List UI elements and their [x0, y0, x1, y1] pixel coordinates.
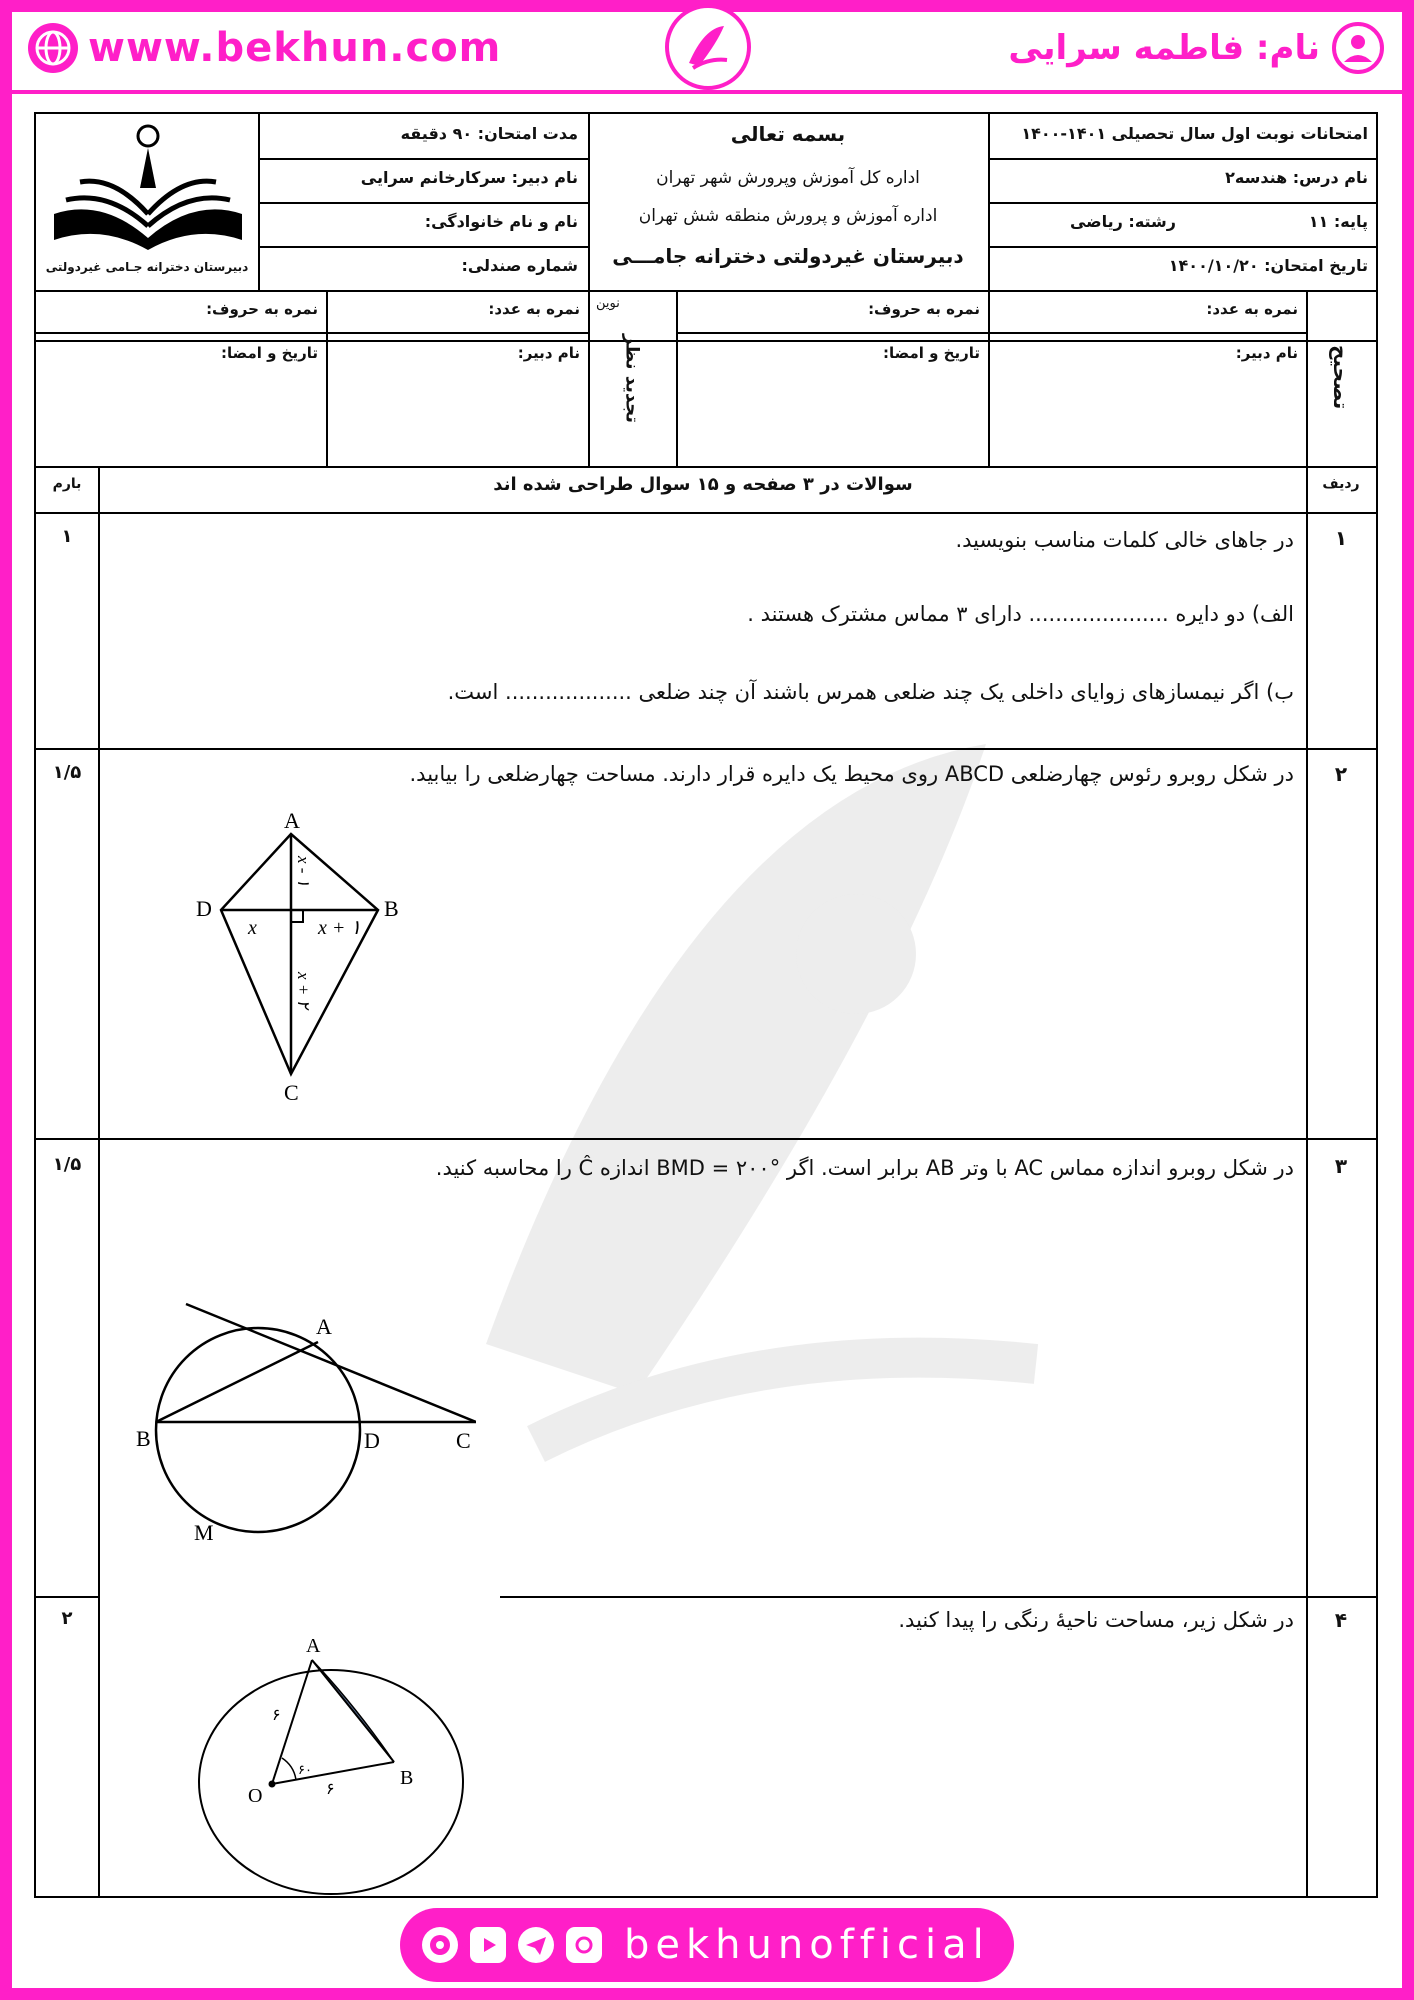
kite-figure [176, 804, 436, 1124]
date-sign-2: تاریخ و امضا: [221, 344, 318, 362]
question-3-score: ۱/۵ [52, 1154, 82, 1175]
exam-sheet [34, 112, 1378, 1898]
instagram-icon[interactable] [566, 1927, 602, 1963]
divider [36, 340, 1376, 342]
col-row-header: ردیف [1322, 476, 1360, 492]
sector-figure [176, 1624, 516, 1896]
divider [988, 114, 990, 466]
question-4-score: ۲ [61, 1608, 73, 1629]
seg-top: x - ۱ [294, 856, 313, 887]
col-score-header: بارم [52, 476, 82, 492]
student-name-text: نام: فاطمه سرایی [1008, 28, 1320, 68]
teacher-name-2: نام دبیر: [517, 344, 580, 362]
seg-left: x [248, 917, 257, 939]
seg-bottom: x + ۲ [294, 972, 313, 1009]
field: رشته: ریاضی [1069, 212, 1176, 231]
divider [258, 246, 588, 248]
divider [36, 1596, 98, 1598]
question-1-text: در جاهای خالی کلمات مناسب بنویسید. [955, 528, 1294, 552]
table-intro: سوالات در ۳ صفحه و ۱۵ سوال طراحی شده اند [493, 474, 913, 495]
divider [988, 158, 1376, 160]
brand-logo [665, 4, 751, 90]
youtube-icon[interactable] [470, 1927, 506, 1963]
question-1-score: ۱ [61, 526, 73, 547]
divider [500, 1596, 1376, 1598]
social-handle[interactable]: bekhunofficial [624, 1922, 990, 1968]
school-sub: نوین [596, 296, 620, 311]
school-logo [42, 118, 254, 254]
divider [988, 246, 1376, 248]
label-M: M [194, 1520, 214, 1545]
review-label: تجدید نظر [621, 334, 643, 424]
question-2-score: ۱/۵ [52, 762, 82, 783]
circle-tangent-figure [136, 1290, 476, 1546]
question-2-number: ۲ [1334, 762, 1348, 786]
label-B: B [384, 896, 399, 921]
grade: پایه: ۱۱ [1308, 212, 1368, 231]
student-name [1008, 18, 1384, 78]
seg-right: x + ۱ [318, 917, 362, 939]
divider [588, 114, 590, 466]
divider [988, 202, 1376, 204]
divider [36, 290, 1376, 292]
divider [98, 466, 100, 1898]
question-3-number: ۳ [1334, 1154, 1348, 1178]
duration: مدت امتحان: ۹۰ دقیقه [400, 124, 578, 143]
logo-caption: دبیرستان دخترانه جـامی غیردولتی [45, 260, 249, 274]
teacher: نام دبیر: سرکارخانم سرایی [360, 168, 578, 187]
bismillah: بسمه تعالی [730, 122, 846, 146]
exam-title: امتحانات نوبت اول سال تحصیلی ۱۴۰۱-۱۴۰۰ [1021, 124, 1368, 143]
label-C: C [456, 1428, 471, 1453]
label-D: D [364, 1428, 380, 1453]
score-letters-1: نمره به حروف: [868, 300, 980, 318]
telegram-icon[interactable] [518, 1927, 554, 1963]
label-B: B [136, 1426, 151, 1451]
question-1-a: الف) دو دایره ..................... دارای ۳ مماس مشترک هستند . [747, 602, 1294, 626]
question-1-number: ۱ [1334, 526, 1348, 550]
question-4-number: ۴ [1334, 1608, 1348, 1632]
seat-label: شماره صندلی: [461, 256, 578, 275]
question-4-text: در شکل زیر، مساحت ناحیهٔ رنگی را پیدا کنید. [898, 1608, 1294, 1632]
divider [36, 512, 1376, 514]
label-B: B [400, 1767, 414, 1789]
score-letters-2: نمره به حروف: [206, 300, 318, 318]
question-2-text: در شکل روبرو رئوس چهارضلعی ABCD روی محیط یک دایره قرار دارند. مساحت چهارضلعی را بیابید. [409, 762, 1294, 786]
score-numeric-2: نمره به عدد: [488, 300, 580, 318]
divider [36, 466, 1376, 468]
label-r1: ۶ [272, 1707, 281, 1724]
question-3-text: در شکل روبرو اندازه مماس AC با وتر AB برابر است. اگر BMD = ۲۰۰° اندازه Ĉ را محاسبه کنید. [435, 1156, 1294, 1180]
org-line-2: اداره آموزش و پرورش منطقه شش تهران [638, 206, 938, 226]
user-icon [1332, 22, 1384, 74]
label-O: O [248, 1785, 263, 1807]
divider [258, 202, 588, 204]
social-bar [400, 1908, 1014, 1982]
divider [36, 748, 1376, 750]
site-url: www.bekhun.com [88, 25, 502, 71]
label-D: D [196, 896, 212, 921]
school-name: دبیرستان غیردولتی دخترانه جامـــی [612, 244, 964, 268]
question-1-b: ب) اگر نیمسازهای زوایای داخلی یک چند ضلعی همرس باشند آن چند ضلعی ................... است. [447, 680, 1294, 704]
label-C: C [284, 1080, 299, 1105]
label-A: A [284, 808, 300, 833]
divider [258, 158, 588, 160]
divider [36, 1138, 1376, 1140]
org-line-1: اداره کل آموزش وپرورش شهر تهران [656, 168, 920, 188]
label-angle: ۶۰ [298, 1762, 312, 1777]
correction-label: تصحیح [1329, 344, 1353, 410]
score-numeric-1: نمره به عدد: [1206, 300, 1298, 318]
label-r2: ۶ [326, 1781, 335, 1798]
name-label: نام و نام خانوادگی: [424, 212, 578, 231]
film-icon[interactable] [422, 1927, 458, 1963]
divider [676, 332, 1306, 334]
globe-icon [28, 23, 78, 73]
site-link[interactable] [28, 18, 501, 78]
teacher-name-1: نام دبیر: [1235, 344, 1298, 362]
label-A: A [306, 1635, 321, 1657]
subject: نام درس: هندسه۲ [1225, 168, 1368, 187]
divider [36, 332, 588, 334]
label-A: A [316, 1314, 332, 1339]
date-sign-1: تاریخ و امضا: [883, 344, 980, 362]
exam-date: تاریخ امتحان: ۱۴۰۰/۱۰/۲۰ [1168, 256, 1368, 275]
